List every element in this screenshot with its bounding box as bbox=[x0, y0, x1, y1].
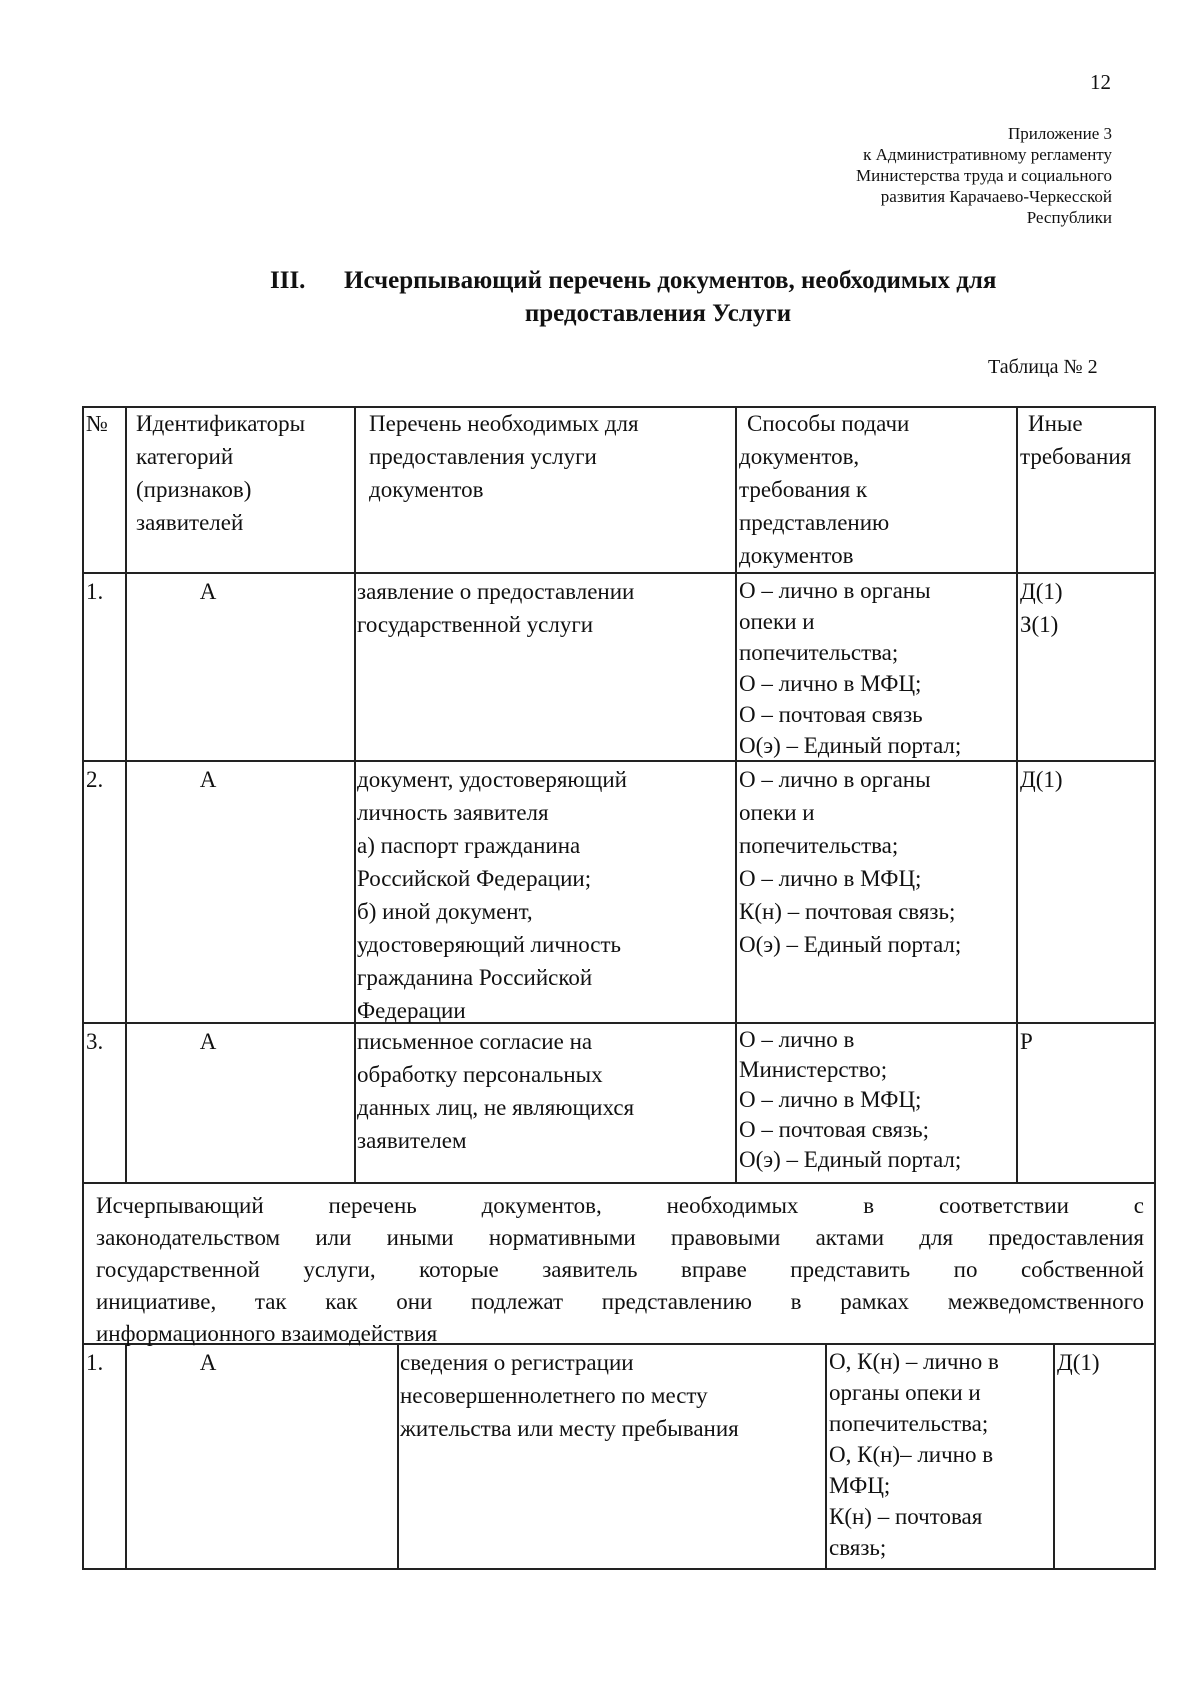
row-documents bbox=[398, 1345, 825, 1446]
row-methods-line: МФЦ; bbox=[829, 1473, 891, 1498]
row-category: А bbox=[199, 1350, 217, 1375]
row-documents-line: обработку персональных bbox=[357, 1062, 603, 1087]
row-documents-line: гражданина Российской bbox=[357, 965, 593, 990]
row-category: А bbox=[199, 767, 217, 792]
row-methods-line: О – лично в МФЦ; bbox=[739, 866, 922, 891]
header-identifiers bbox=[128, 406, 354, 572]
row-documents-line: Федерации bbox=[357, 998, 466, 1023]
page-number: 12 bbox=[1090, 70, 1111, 94]
row-documents bbox=[355, 762, 735, 1028]
row-methods bbox=[737, 1024, 1016, 1176]
header-line: к Административному регламенту bbox=[863, 145, 1112, 164]
row-documents-line: заявление о предоставлении bbox=[357, 579, 635, 604]
row-other-line: З(1) bbox=[1020, 612, 1059, 637]
header-documents bbox=[357, 406, 735, 572]
header-methods-line: Способы подачи bbox=[747, 411, 910, 436]
row-documents bbox=[355, 1024, 735, 1158]
exhaustive-list-note bbox=[96, 1190, 1144, 1350]
row-other bbox=[1018, 762, 1154, 797]
header-other bbox=[1018, 406, 1154, 572]
row-methods-line: опеки и bbox=[739, 800, 815, 825]
row-documents-line: б) иной документ, bbox=[357, 899, 533, 924]
note-line: инициативе, так как они подлежат представлению в рамках межведомственного bbox=[96, 1289, 1144, 1314]
row-documents-line: жительства или месту пребывания bbox=[400, 1416, 739, 1441]
row-num: 1. bbox=[86, 1350, 104, 1375]
header-line: развития Карачаево-Черкесской bbox=[880, 187, 1112, 206]
row-other bbox=[1018, 574, 1154, 642]
header-methods-line: документов bbox=[739, 543, 854, 568]
row-methods-line: О – лично в органы bbox=[739, 578, 931, 603]
row-methods-line: попечительства; bbox=[739, 640, 899, 665]
row-methods bbox=[737, 574, 1016, 762]
section-number: III. bbox=[270, 267, 306, 294]
row-documents-line: данных лиц, не являющихся bbox=[357, 1095, 635, 1120]
row-methods-line: попечительства; bbox=[739, 833, 899, 858]
header-other-line: Иные bbox=[1028, 411, 1083, 436]
note-line: Исчерпывающий перечень документов, необходимых в соответствии с bbox=[96, 1193, 1144, 1218]
row-documents-line: удостоверяющий личность bbox=[357, 932, 622, 957]
row-methods-line: О – лично в МФЦ; bbox=[739, 1087, 922, 1112]
header-methods-line: представлению bbox=[739, 510, 890, 535]
row-methods bbox=[737, 762, 1016, 962]
header-documents-line: предоставления услуги bbox=[369, 444, 597, 469]
row-methods-line: К(н) – почтовая bbox=[829, 1504, 983, 1529]
row-methods-line: Министерство; bbox=[739, 1057, 888, 1082]
header-identifiers-line: Идентификаторы bbox=[136, 411, 306, 436]
row-documents-line: а) паспорт гражданина bbox=[357, 833, 581, 858]
row-methods-line: О(э) – Единый портал; bbox=[739, 733, 962, 758]
row-num: 3. bbox=[86, 1029, 104, 1054]
header-identifiers-line: заявителей bbox=[136, 510, 244, 535]
row-methods-line: О, К(н)– лично в bbox=[829, 1442, 994, 1467]
row-documents-line: личность заявителя bbox=[357, 800, 549, 825]
header-methods-line: требования к bbox=[739, 477, 868, 502]
section-title-line1: Исчерпывающий перечень документов, необходимых для bbox=[344, 267, 997, 294]
row-methods-line: О – почтовая связь bbox=[739, 702, 923, 727]
row-methods-line: К(н) – почтовая связь; bbox=[739, 899, 956, 924]
row-documents-line: государственной услуги bbox=[357, 612, 594, 637]
table-caption: Таблица № 2 bbox=[988, 356, 1098, 378]
row-methods-line: О, К(н) – лично в bbox=[829, 1349, 999, 1374]
row-methods-line: О(э) – Единый портал; bbox=[739, 932, 962, 957]
header-line: Министерства труда и социального bbox=[856, 166, 1112, 185]
row-methods-line: О – лично в bbox=[739, 1027, 855, 1052]
row-documents-line: документ, удостоверяющий bbox=[357, 767, 627, 792]
row-category: А bbox=[199, 1029, 217, 1054]
section-title-line2: предоставления Услуги bbox=[524, 300, 792, 327]
header-line: Приложение 3 bbox=[1008, 124, 1112, 143]
header-identifiers-line: категорий bbox=[136, 444, 234, 469]
row-methods bbox=[827, 1345, 1053, 1564]
section-title bbox=[270, 264, 1110, 330]
row-methods-line: О – лично в органы bbox=[739, 767, 931, 792]
row-methods-line: О – почтовая связь; bbox=[739, 1117, 930, 1142]
header-other-line: требования bbox=[1020, 444, 1132, 469]
row-documents-line: заявителем bbox=[357, 1128, 467, 1153]
header-methods-line: документов, bbox=[739, 444, 860, 469]
row-documents-line: сведения о регистрации bbox=[400, 1350, 634, 1375]
row-other bbox=[1055, 1345, 1154, 1380]
header-documents-line: документов bbox=[369, 477, 484, 502]
row-documents-line: письменное согласие на bbox=[357, 1029, 593, 1054]
row-methods-line: опеки и bbox=[739, 609, 815, 634]
row-other-line: Д(1) bbox=[1020, 767, 1063, 792]
row-num: 2. bbox=[86, 767, 104, 792]
row-methods-line: связь; bbox=[829, 1535, 887, 1560]
note-line: информационного взаимодействия bbox=[96, 1321, 438, 1346]
row-other-line: Д(1) bbox=[1057, 1350, 1100, 1375]
row-other-line: Р bbox=[1020, 1029, 1033, 1054]
header-identifiers-line: (признаков) bbox=[136, 477, 252, 502]
row-methods-line: органы опеки и bbox=[829, 1380, 981, 1405]
header-documents-line: Перечень необходимых для bbox=[369, 411, 639, 436]
row-documents-line: Российской Федерации; bbox=[357, 866, 592, 891]
appendix-header bbox=[652, 123, 1112, 228]
header-line: Республики bbox=[1026, 208, 1112, 227]
note-line: государственной услуги, которые заявитель вправе представить по собственной bbox=[96, 1257, 1144, 1282]
header-methods bbox=[737, 406, 1016, 572]
row-methods-line: О – лично в МФЦ; bbox=[739, 671, 922, 696]
row-methods-line: О(э) – Единый портал; bbox=[739, 1147, 962, 1172]
row-category: А bbox=[199, 579, 217, 604]
row-methods-line: попечительства; bbox=[829, 1411, 989, 1436]
header-num: № bbox=[86, 411, 108, 436]
note-line: законодательством или иными нормативными правовыми актами для предоставления bbox=[96, 1225, 1144, 1250]
row-num: 1. bbox=[86, 579, 104, 604]
row-documents bbox=[355, 574, 735, 642]
row-other-line: Д(1) bbox=[1020, 579, 1063, 604]
row-documents-line: несовершеннолетнего по месту bbox=[400, 1383, 708, 1408]
row-other bbox=[1018, 1024, 1154, 1059]
